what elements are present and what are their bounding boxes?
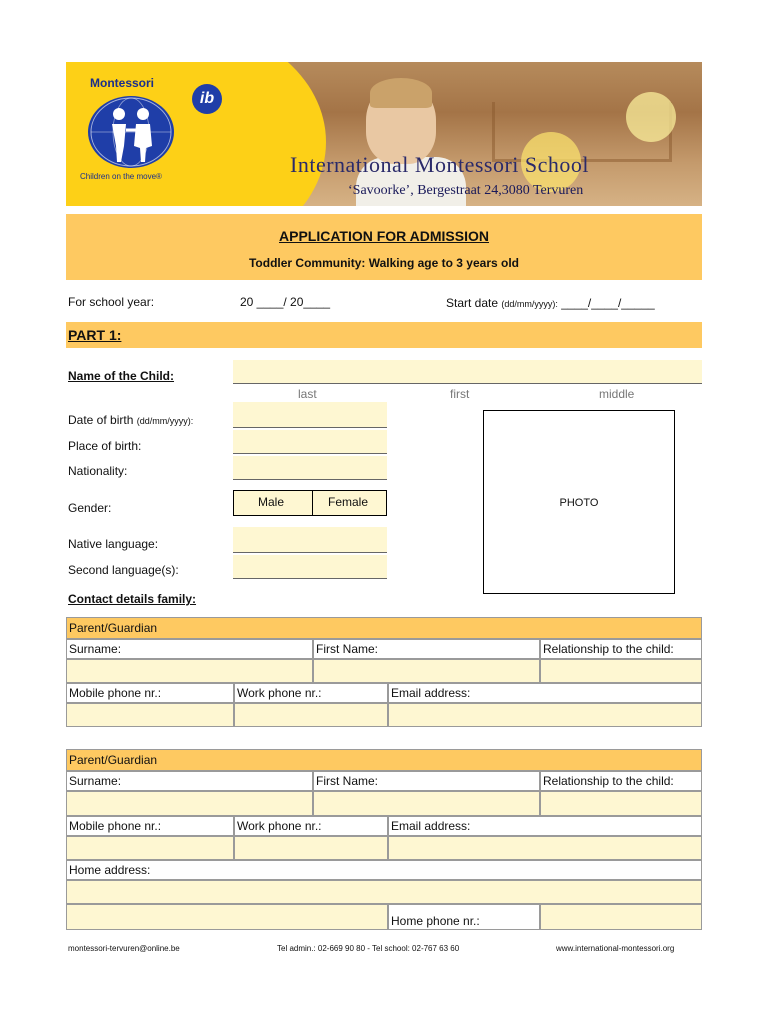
ib-logo-icon: ib <box>192 84 222 114</box>
application-header <box>66 214 702 280</box>
place-of-birth-label: Place of birth: <box>68 439 142 453</box>
school-year-label: For school year: <box>68 295 155 309</box>
guardian2-mobile-label: Mobile phone nr.: <box>66 816 234 836</box>
footer-email: montessori-tervuren@online.be <box>68 944 180 953</box>
dob-format: (dd/mm/yyyy): <box>136 416 194 426</box>
contact-details-label: Contact details family: <box>68 592 197 606</box>
guardian1-mobile-input[interactable] <box>66 703 234 727</box>
start-date-field[interactable]: ____/____/_____ <box>561 296 655 310</box>
native-language-input[interactable] <box>233 527 387 553</box>
second-language-label: Second language(s): <box>68 563 179 577</box>
child-name-label: Name of the Child: <box>68 369 175 383</box>
home-address-input[interactable] <box>66 880 702 904</box>
child-hair-shape <box>370 78 432 108</box>
page-title: APPLICATION FOR ADMISSION <box>279 228 489 244</box>
guardian1-mobile-label: Mobile phone nr.: <box>66 683 234 703</box>
gender-divider <box>312 491 313 515</box>
guardian2-relationship-input[interactable] <box>540 791 702 816</box>
montessori-logo-text: Montessori <box>90 76 155 90</box>
guardian1-firstname-label: First Name: <box>313 639 540 659</box>
dob-input[interactable] <box>233 402 387 428</box>
guardian2-surname-input[interactable] <box>66 791 313 816</box>
second-language-input[interactable] <box>233 555 387 579</box>
name-part-middle: middle <box>599 387 635 401</box>
guardian1-band: Parent/Guardian <box>66 617 702 639</box>
part1-title: PART 1: <box>68 327 122 343</box>
guardian2-work-input[interactable] <box>234 836 388 860</box>
guardian1-firstname-input[interactable] <box>313 659 540 683</box>
school-year-field[interactable]: 20 ____/ 20____ <box>240 295 331 309</box>
guardian2-work-label: Work phone nr.: <box>234 816 388 836</box>
header-banner <box>66 62 702 206</box>
guardian2-email-input[interactable] <box>388 836 702 860</box>
guardian2-mobile-input[interactable] <box>66 836 234 860</box>
dob-label-text: Date of birth <box>68 413 134 427</box>
guardian1-relationship-label: Relationship to the child: <box>540 639 702 659</box>
photo-label: PHOTO <box>559 497 599 509</box>
school-address: ‘Savoorke’, Bergestraat 24,3080 Tervuren <box>348 183 584 198</box>
photo-box[interactable] <box>483 410 675 594</box>
nationality-label: Nationality: <box>68 464 128 478</box>
guardian1-surname-input[interactable] <box>66 659 313 683</box>
home-phone-label: Home phone nr.: <box>388 904 540 930</box>
guardian2-firstname-label: First Name: <box>313 771 540 791</box>
guardian2-band: Parent/Guardian <box>66 749 702 771</box>
footer-website: www.international-montessori.org <box>556 944 675 953</box>
page-subtitle: Toddler Community: Walking age to 3 years old <box>248 256 520 270</box>
footer-phone: Tel admin.: 02-669 90 80 - Tel school: 02-767 63 60 <box>277 944 460 953</box>
home-address-label: Home address: <box>66 860 702 880</box>
start-date-format: (dd/mm/yyyy): <box>501 299 558 309</box>
place-of-birth-input[interactable] <box>233 430 387 454</box>
gender-selector <box>233 490 387 516</box>
part1-band <box>66 322 702 348</box>
gender-label: Gender: <box>68 501 112 515</box>
nationality-input[interactable] <box>233 456 387 480</box>
guardian1-relationship-input[interactable] <box>540 659 702 683</box>
gender-option-female[interactable]: Female <box>328 495 369 509</box>
guardian1-work-input[interactable] <box>234 703 388 727</box>
start-date-label-text: Start date <box>446 296 499 310</box>
start-date-label <box>446 296 655 310</box>
guardian2-firstname-input[interactable] <box>313 791 540 816</box>
guardian1-email-label: Email address: <box>388 683 702 703</box>
home-address-input-line2[interactable] <box>66 904 388 930</box>
name-part-first: first <box>450 387 470 401</box>
native-language-label: Native language: <box>68 537 159 551</box>
guardian2-email-label: Email address: <box>388 816 702 836</box>
gender-option-male[interactable]: Male <box>258 495 285 509</box>
logo-tagline: Children on the move® <box>80 172 162 181</box>
montessori-globe-logo-icon <box>88 96 174 168</box>
guardian2-relationship-label: Relationship to the child: <box>540 771 702 791</box>
decor-circle <box>626 92 676 142</box>
name-part-last: last <box>298 387 317 401</box>
home-phone-input[interactable] <box>540 904 702 930</box>
child-name-input[interactable] <box>233 360 702 384</box>
guardian1-email-input[interactable] <box>388 703 702 727</box>
guardian2-surname-label: Surname: <box>66 771 313 791</box>
school-name: International Montessori School <box>290 152 590 177</box>
dob-label <box>68 413 193 427</box>
guardian1-surname-label: Surname: <box>66 639 313 659</box>
guardian1-work-label: Work phone nr.: <box>234 683 388 703</box>
